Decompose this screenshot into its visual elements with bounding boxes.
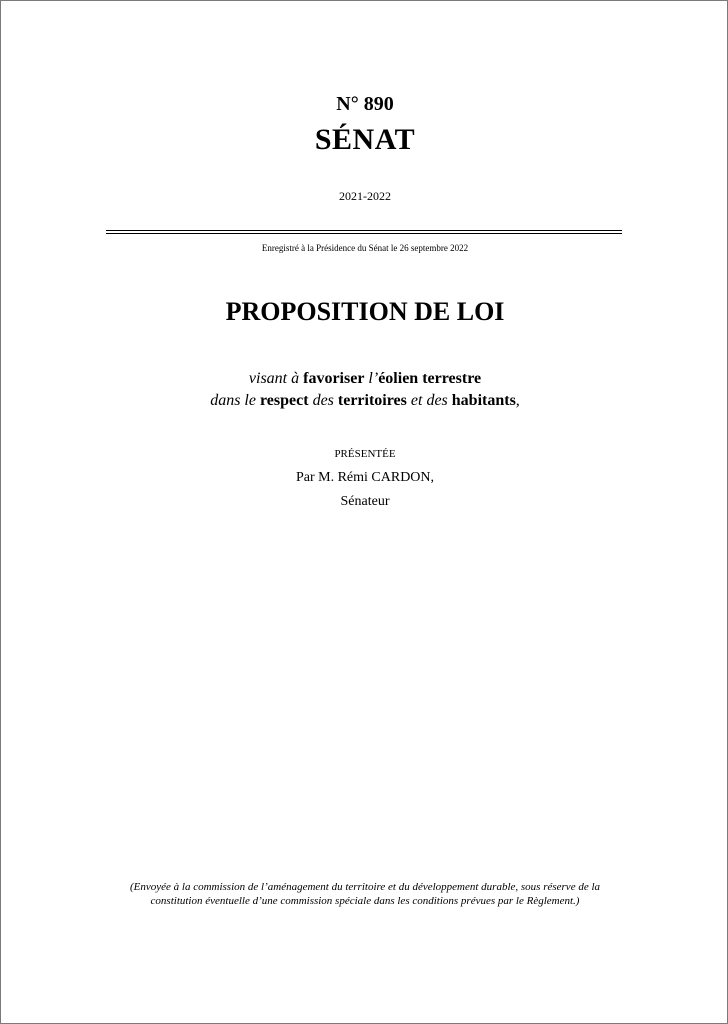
title-word: et des bbox=[410, 392, 448, 409]
divider-line-bottom bbox=[106, 233, 622, 234]
title-word: favoriser bbox=[303, 370, 365, 387]
title-word: éolien terrestre bbox=[378, 370, 482, 387]
title-word: habitants bbox=[451, 392, 516, 409]
author-name: Par M. Rémi CARDON, bbox=[295, 470, 435, 485]
bill-title-line-1 bbox=[1, 370, 728, 388]
title-word: , bbox=[515, 392, 520, 409]
title-word: respect bbox=[259, 392, 309, 409]
presented-label: PRÉSENTÉE bbox=[334, 448, 396, 460]
divider-line-top bbox=[106, 230, 622, 231]
session-years: 2021-2022 bbox=[339, 189, 391, 203]
title-word: dans le bbox=[210, 392, 256, 409]
title-word: l’ bbox=[368, 370, 379, 387]
bill-title-line-2 bbox=[1, 392, 728, 410]
chamber-name: SÉNAT bbox=[314, 123, 416, 156]
title-word: visant à bbox=[248, 370, 300, 387]
footnote-line: (Envoyée à la commission de l’aménagement du territoire et du développement durable, sous réserve de la bbox=[129, 881, 601, 893]
title-word: territoires bbox=[337, 392, 407, 409]
footnote-line: constitution éventuelle d’une commission spéciale dans les conditions prévues par le Règlement.) bbox=[150, 895, 580, 907]
registration-note: Enregistré à la Présidence du Sénat le 26 septembre 2022 bbox=[261, 243, 469, 253]
author-title: Sénateur bbox=[340, 494, 390, 509]
document-type-heading: PROPOSITION DE LOI bbox=[225, 297, 505, 326]
title-word: des bbox=[312, 392, 334, 409]
document-number: N° 890 bbox=[336, 93, 394, 115]
referral-footnote bbox=[1, 880, 728, 908]
